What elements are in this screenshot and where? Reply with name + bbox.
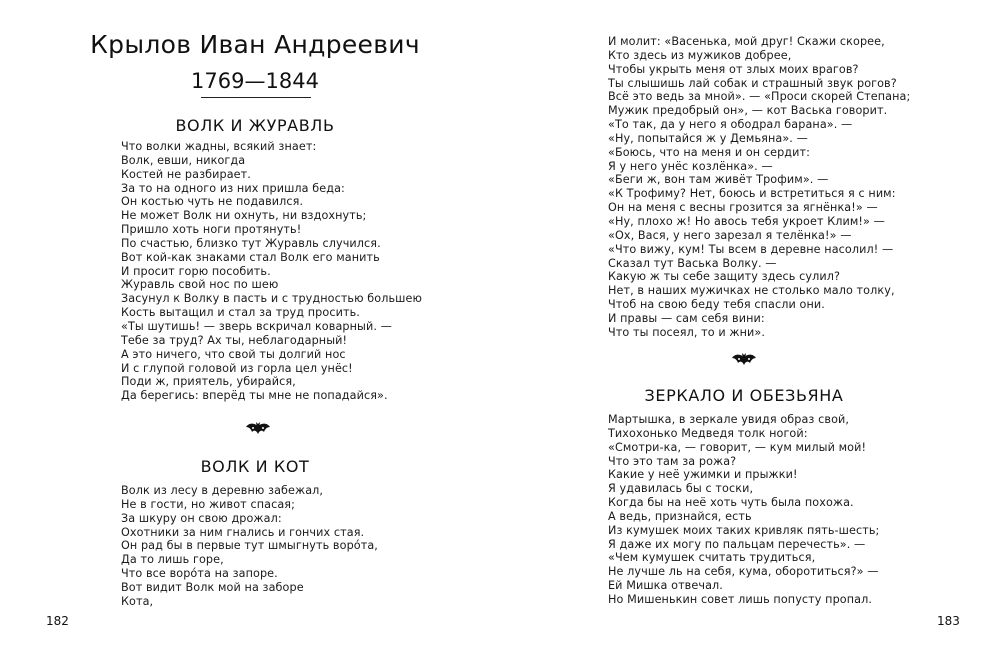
poem-wolf-cat-continued bbox=[608, 35, 910, 340]
poem-line: Ей Мишка отвечал. bbox=[608, 579, 723, 593]
poem-line: Чтоб на свою беду тебя спасли они. bbox=[608, 298, 825, 312]
poem-line: Что все ворóта на запоре. bbox=[121, 567, 278, 581]
poem-line: Засунул к Волку в пасть и с трудностью большею bbox=[121, 292, 423, 306]
poem-line: «То так, да у него я ободрал барана». — bbox=[608, 118, 853, 132]
poem-title-mirror-monkey: ЗЕРКАЛО И ОБЕЗЬЯНА bbox=[644, 386, 844, 405]
poem-line: По счастью, близко тут Журавль случился. bbox=[121, 236, 381, 250]
poem-line: Я у него унёс козлёнка». — bbox=[608, 159, 773, 173]
poem-line: Да берегись: вперёд ты мне не попадайся». bbox=[121, 389, 388, 403]
poem-line: И молит: «Васенька, мой друг! Скажи скорее, bbox=[608, 35, 885, 48]
poem-line: Тихохонько Медведя толк ногой: bbox=[608, 426, 808, 440]
poem-line: Мужик предобрый он», — кот Васька говорит. bbox=[608, 104, 888, 118]
poem-wolf-crane bbox=[121, 140, 422, 403]
poem-line: А ведь, признайся, есть bbox=[608, 509, 752, 523]
poem-line: Из кумушек моих таких кривляк пять-шесть; bbox=[608, 523, 880, 537]
author-name: Крылов Иван Андреевич bbox=[90, 30, 420, 59]
poem-line: За шкуру он свою дрожал: bbox=[121, 511, 282, 525]
poem-line: «Боюсь, что на меня и он сердит: bbox=[608, 145, 810, 159]
poem-line: Какие у неё ужимки и прыжки! bbox=[608, 468, 798, 482]
poem-wolf-cat bbox=[121, 484, 378, 609]
poem-line: Он на меня с весны грозится за ягнёнка!» — bbox=[608, 201, 878, 215]
poem-line: «К Трофиму? Нет, боюсь и встретиться я с ним: bbox=[608, 187, 896, 201]
bat-ornament-icon bbox=[245, 421, 271, 437]
poem-line: Но Мишенькин совет лишь попусту пропал. bbox=[608, 592, 872, 606]
poem-line: Какую ж ты себе защиту здесь сулил? bbox=[608, 270, 841, 284]
poem-line: Я удавилась бы с тоски, bbox=[608, 482, 754, 496]
poem-line: Нет, в наших мужичках не столько мало толку, bbox=[608, 284, 895, 298]
poem-line: «Ну, плохо ж! Но авось тебя укроет Клим!» — bbox=[608, 214, 885, 228]
poem-line: Кто здесь из мужиков добрее, bbox=[608, 48, 792, 62]
poem-line: И с глупой головой из горла цел унёс! bbox=[121, 361, 353, 375]
poem-line: И правы — сам себя вини: bbox=[608, 311, 765, 325]
poem-line: Пришло хоть ноги протянуть! bbox=[121, 223, 302, 237]
poem-title-wolf-cat: ВОЛК И КОТ bbox=[200, 457, 310, 476]
page-number-left: 182 bbox=[46, 614, 69, 628]
poem-line: «Смотри-ка, — говорит, — кум милый мой! bbox=[608, 440, 867, 454]
poem-line: А это ничего, что свой ты долгий нос bbox=[121, 347, 346, 361]
poem-title-wolf-crane: ВОЛК И ЖУРАВЛЬ bbox=[175, 116, 335, 135]
poem-line: Да то лишь горе, bbox=[121, 553, 224, 567]
poem-line: Что ты посеял, то и жни». bbox=[608, 325, 765, 339]
poem-line: Волк из лесу в деревню забежал, bbox=[121, 484, 324, 497]
poem-line: «Ну, попытайся ж у Демьяна». — bbox=[608, 131, 808, 145]
poem-line: Мартышка, в зеркале увидя образ свой, bbox=[608, 413, 850, 426]
poem-line: Кота, bbox=[121, 594, 154, 608]
author-years: 1769—1844 bbox=[191, 69, 319, 93]
poem-line: «Беги ж, вон там живёт Трофим». — bbox=[608, 173, 829, 187]
poem-line: Сказал тут Васька Волку. — bbox=[608, 256, 777, 270]
poem-line: Он костью чуть не подавился. bbox=[121, 195, 304, 209]
poem-line: Не лучше ль на себя, кума, оборотиться?» — bbox=[608, 565, 879, 579]
poem-line: Ты слышишь лай собак и страшный звук рогов? bbox=[608, 76, 897, 90]
poem-line: Костей не разбирает. bbox=[121, 167, 251, 181]
right-page bbox=[500, 0, 1000, 656]
poem-line: Всё это ведь за мной». — «Проси скорей Степана; bbox=[608, 90, 911, 104]
poem-line: Волк, евши, никогда bbox=[121, 153, 246, 167]
poem-line: Я даже их могу по пальцам перечесть». — bbox=[608, 537, 866, 551]
poem-line: Не может Волк ни охнуть, ни вздохнуть; bbox=[121, 209, 367, 223]
poem-line: Поди ж, приятель, убирайся, bbox=[121, 375, 296, 389]
poem-line: «Чем кумушек считать трудиться, bbox=[608, 551, 816, 565]
poem-line: Охотники за ним гнались и гончих стая. bbox=[121, 525, 365, 539]
poem-line: «Ох, Вася, у него зарезал я телёнка!» — bbox=[608, 228, 852, 242]
poem-mirror-monkey bbox=[608, 413, 879, 607]
poem-line: «Что вижу, кум! Ты всем в деревне насолил! — bbox=[608, 242, 894, 256]
poem-line: Что это там за рожа? bbox=[608, 454, 737, 468]
poem-line: Кость вытащил и стал за труд просить. bbox=[121, 306, 360, 320]
poem-line: Журавль свой нос по шею bbox=[121, 278, 279, 292]
poem-line: Тебе за труд? Ах ты, неблагодарный! bbox=[121, 333, 348, 347]
bat-ornament-icon bbox=[731, 352, 757, 368]
poem-line: Не в гости, но живот спасая; bbox=[121, 497, 295, 511]
page-number-right: 183 bbox=[937, 614, 960, 628]
poem-line: Когда бы на неё хоть чуть была похожа. bbox=[608, 496, 854, 510]
poem-line: Что волки жадны, всякий знает: bbox=[121, 140, 317, 153]
poem-line: За то на одного из них пришла беда: bbox=[121, 181, 345, 195]
poem-line: Чтобы укрыть меня от злых моих врагов? bbox=[608, 62, 859, 76]
poem-line: Он рад бы в первые тут шмыгнуть ворóта, bbox=[121, 539, 378, 553]
poem-line: «Ты шутишь! — зверь вскричал коварный. — bbox=[121, 319, 392, 333]
years-underline bbox=[201, 97, 311, 98]
poem-line: Вот кой-как знаками стал Волк его манить bbox=[121, 250, 380, 264]
poem-line: Вот видит Волк мой на заборе bbox=[121, 580, 304, 594]
poem-line: И просит горю пособить. bbox=[121, 264, 271, 278]
